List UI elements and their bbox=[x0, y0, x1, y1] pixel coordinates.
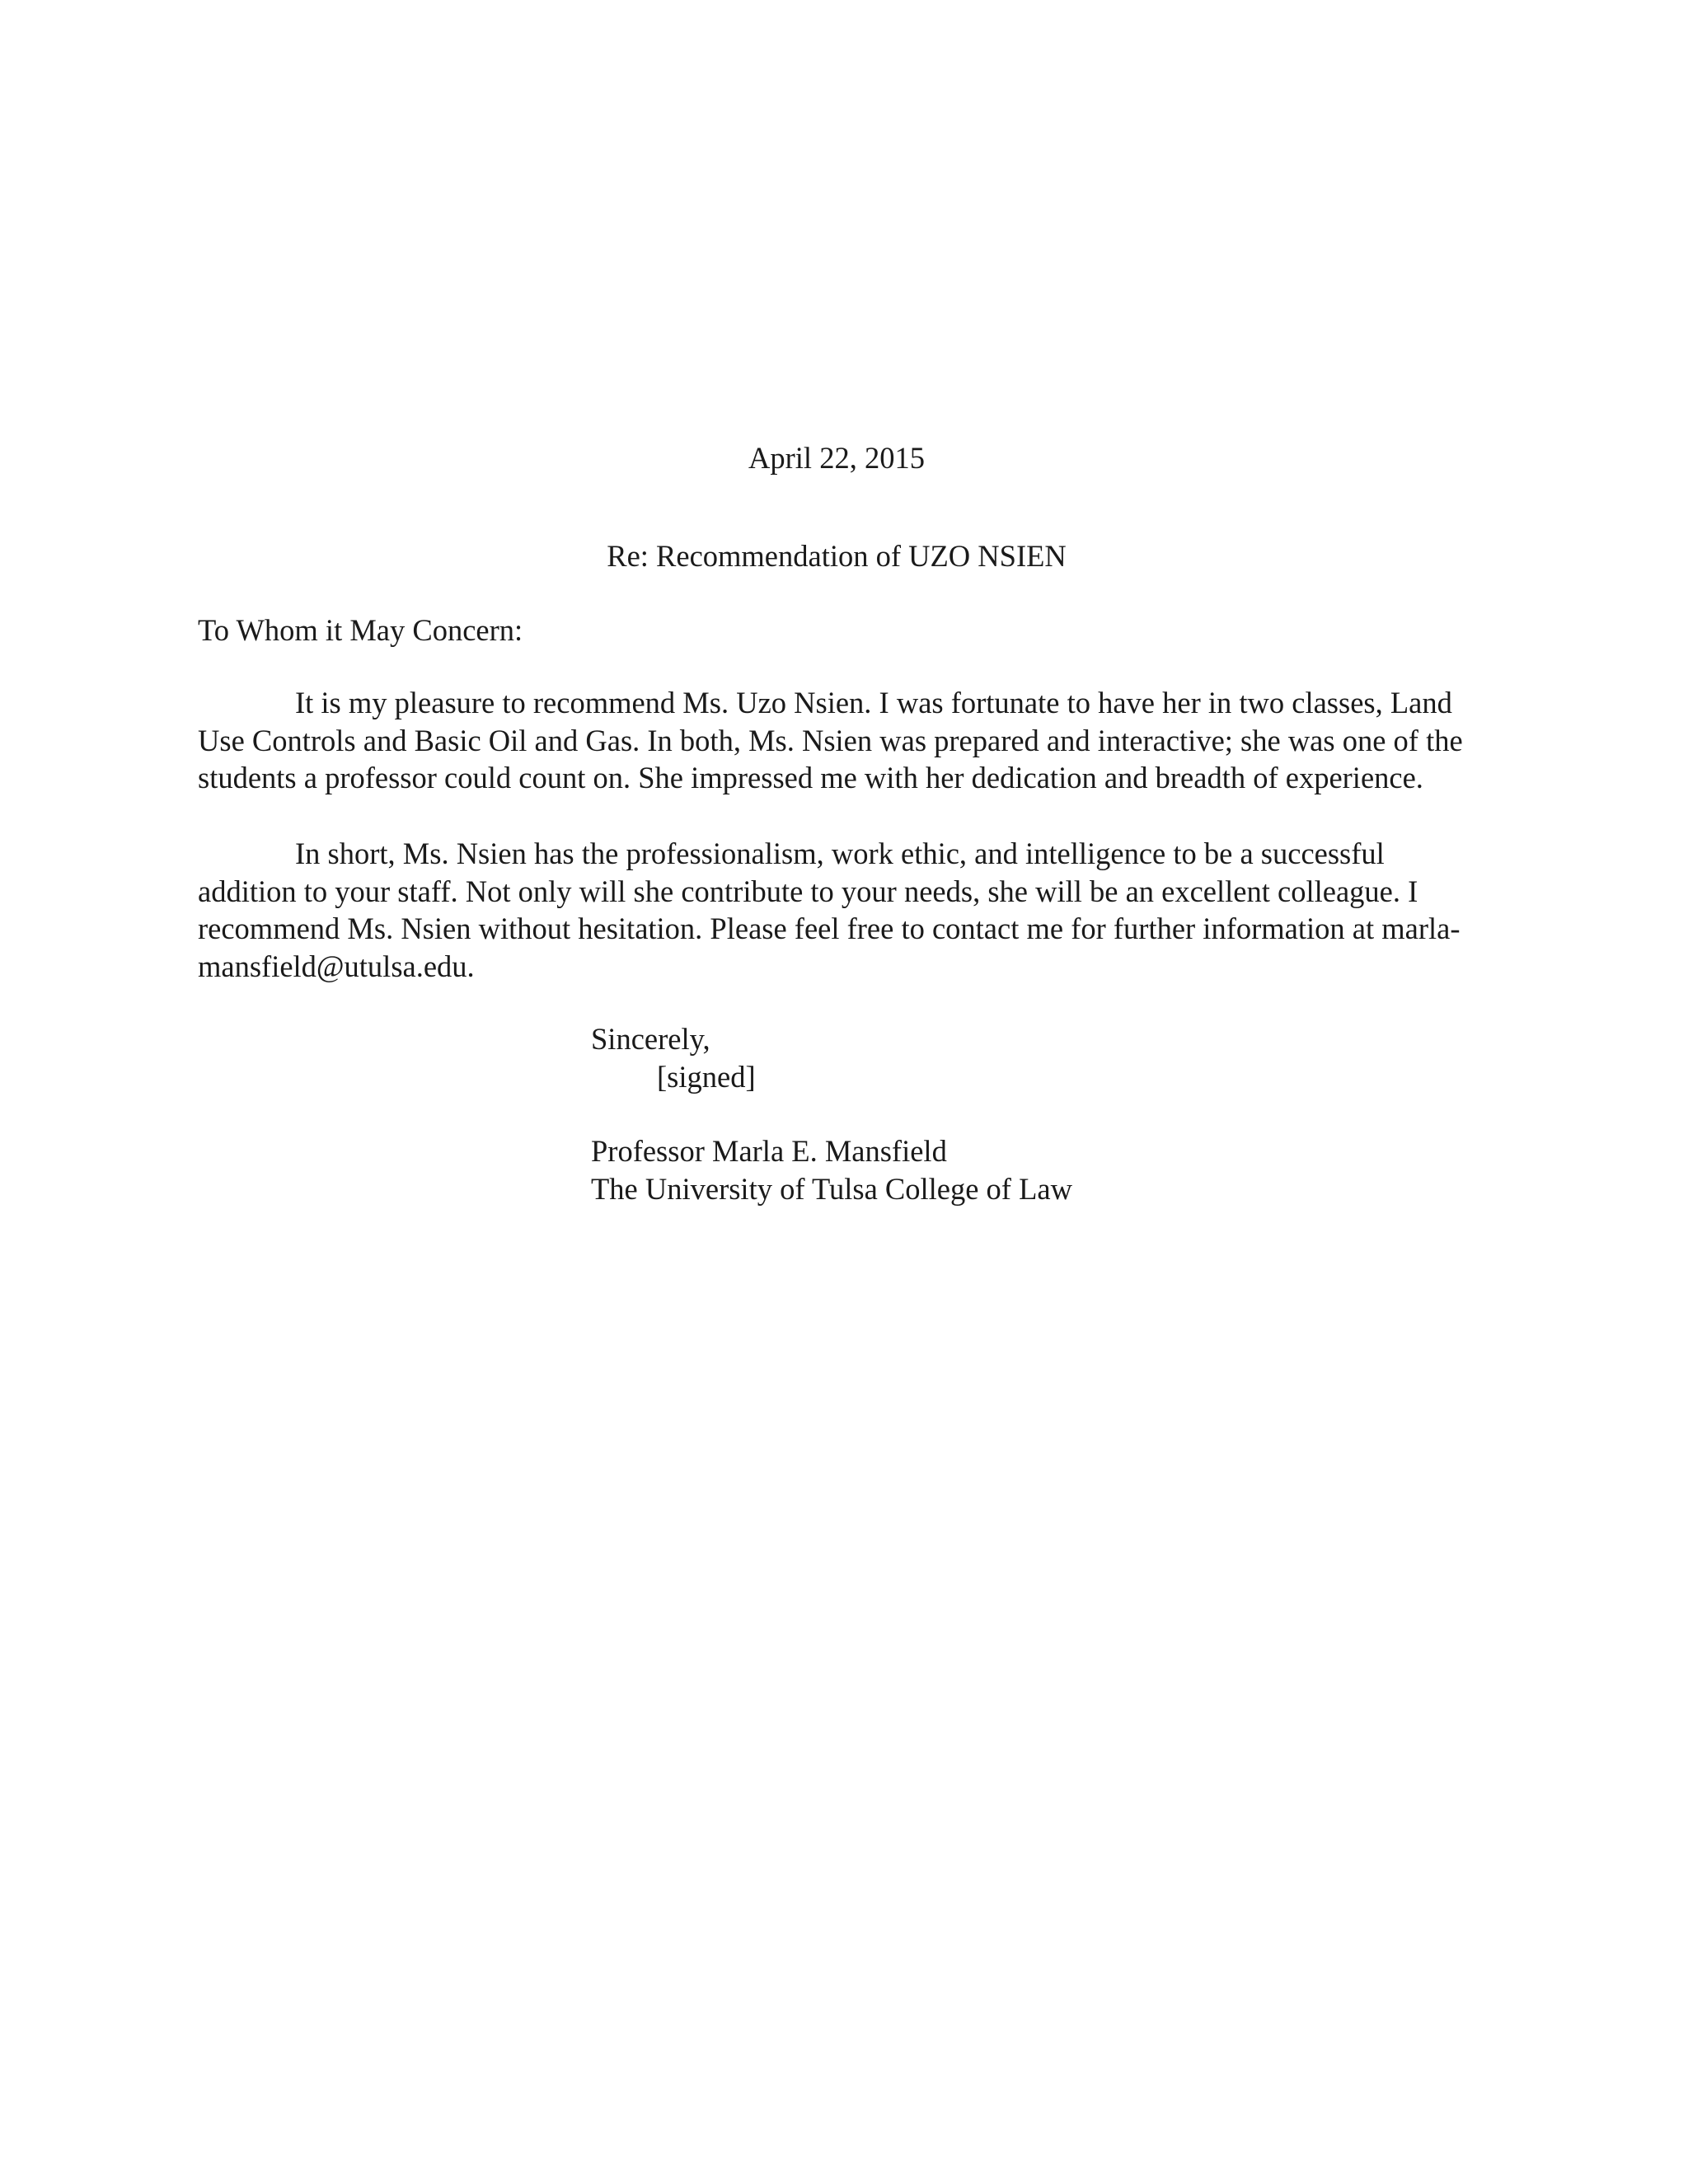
signer-block bbox=[591, 1132, 1072, 1207]
letter-subject: Re: Recommendation of UZO NSIEN bbox=[607, 539, 1067, 573]
signer-name: Professor Marla E. Mansfield bbox=[591, 1134, 947, 1168]
paragraph-line: students a professor could count on. She impressed me with her dedication and breadth of experience. bbox=[198, 761, 1423, 794]
paragraph-line: recommend Ms. Nsien without hesitation. Please feel free to contact me for further information at marla- bbox=[198, 912, 1461, 945]
body-paragraph-1 bbox=[198, 684, 1500, 797]
closing-phrase: Sincerely, bbox=[591, 1022, 710, 1056]
paragraph-line: Use Controls and Basic Oil and Gas. In both, Ms. Nsien was prepared and interactive; she was one of the bbox=[198, 723, 1463, 757]
signature-placeholder: [signed] bbox=[657, 1059, 756, 1094]
paragraph-line: addition to your staff. Not only will she contribute to your needs, she will be an excellent colleague. I bbox=[198, 874, 1418, 908]
paragraph-line: mansfield@utulsa.edu. bbox=[198, 949, 475, 983]
letter-date: April 22, 2015 bbox=[748, 441, 925, 475]
paragraph-line: It is my pleasure to recommend Ms. Uzo Nsien. I was fortunate to have her in two classes, Land bbox=[295, 686, 1452, 719]
letter-closing-block bbox=[591, 1020, 756, 1095]
signer-institution: The University of Tulsa College of Law bbox=[591, 1171, 1072, 1206]
letter-salutation: To Whom it May Concern: bbox=[198, 613, 523, 647]
body-paragraph-2 bbox=[198, 835, 1500, 985]
paragraph-line: In short, Ms. Nsien has the professionalism, work ethic, and intelligence to be a successful bbox=[295, 837, 1385, 870]
